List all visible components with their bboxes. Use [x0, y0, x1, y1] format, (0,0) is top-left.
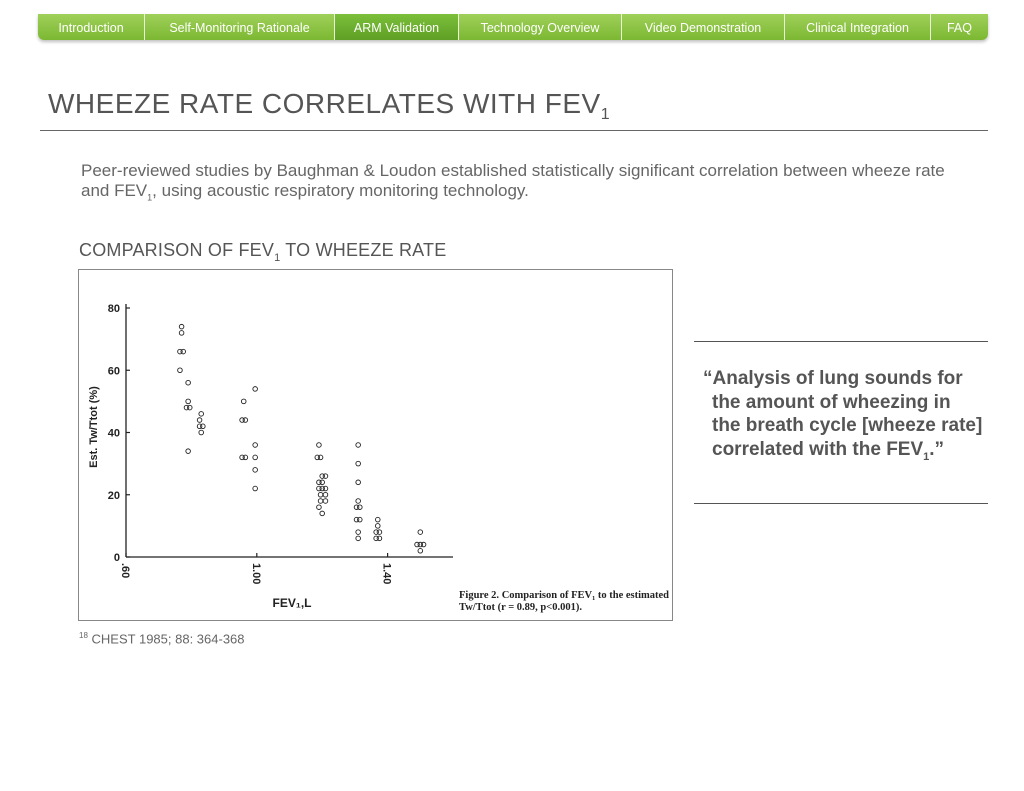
data-point	[241, 399, 246, 404]
figure-heading-part2: TO WHEEZE RATE	[280, 240, 447, 260]
data-point	[358, 505, 363, 510]
quote-bottom-rule	[694, 503, 988, 504]
data-point	[253, 387, 258, 392]
title-divider	[40, 130, 988, 131]
data-point	[323, 499, 328, 504]
tab-technology-overview[interactable]: Technology Overview	[459, 14, 622, 40]
figure-caption-line2: Tw/Ttot (r = 0.89, p<0.001).	[459, 602, 582, 613]
y-tick-label: 20	[107, 489, 120, 502]
tab-introduction[interactable]: Introduction	[38, 14, 145, 40]
figure-caption-line1	[459, 590, 669, 601]
quote-top-rule	[694, 341, 988, 342]
intro-text-part1: Peer-reviewed studies by Baughman & Loudon established statistically significant correlation between wheeze rate and FEV	[81, 161, 945, 200]
x-tick-label: .60	[119, 563, 131, 579]
data-point	[253, 468, 258, 473]
data-point	[199, 430, 204, 435]
data-point	[356, 499, 361, 504]
y-tick-label: 80	[107, 303, 120, 315]
tab-clinical-integration[interactable]: Clinical Integration	[785, 14, 931, 40]
citation-number: 18	[79, 631, 88, 640]
data-point	[375, 524, 380, 529]
data-point	[356, 530, 361, 535]
chart-points	[178, 324, 426, 553]
data-point	[253, 455, 258, 460]
data-point	[179, 331, 184, 336]
data-point	[186, 449, 191, 454]
citation-text: CHEST 1985; 88: 364-368	[91, 631, 245, 647]
data-point	[243, 455, 248, 460]
data-point	[358, 517, 363, 522]
page-title-subscript: 1	[600, 106, 611, 123]
chart-axes	[108, 303, 453, 584]
page-title	[48, 88, 610, 124]
data-point	[318, 492, 323, 497]
data-point	[181, 349, 186, 354]
data-point	[178, 368, 183, 373]
data-point	[323, 474, 328, 479]
data-point	[320, 511, 325, 516]
figure-caption-text: Comparison of FEV₁ to the estimated	[501, 590, 670, 601]
tab-arm-validation[interactable]: ARM Validation	[335, 14, 459, 40]
data-point	[317, 443, 322, 448]
data-point	[356, 480, 361, 485]
scatter-figure	[78, 269, 673, 621]
quote-text-part2: .”	[929, 438, 945, 460]
data-point	[323, 492, 328, 497]
y-axis-label: Est. Tw/Ttot (%)	[88, 386, 100, 468]
tab-self-monitoring-rationale[interactable]: Self-Monitoring Rationale	[145, 14, 335, 40]
figure-heading-subscript: 1	[274, 252, 281, 264]
data-point	[377, 530, 382, 535]
y-tick-label: 60	[107, 365, 120, 378]
tab-faq[interactable]: FAQ	[946, 21, 972, 35]
top-nav	[38, 14, 988, 40]
data-point	[186, 399, 191, 404]
intro-text-part2: , using acoustic respiratory monitoring technology.	[152, 181, 529, 200]
data-point	[318, 499, 323, 504]
data-point	[253, 486, 258, 491]
intro-paragraph	[81, 161, 961, 207]
data-point	[179, 324, 184, 329]
tab-video-demonstration[interactable]: Video Demonstration	[622, 14, 785, 40]
figure-heading-part1: COMPARISON OF FEV	[79, 240, 275, 260]
data-point	[320, 480, 325, 485]
data-point	[186, 380, 191, 385]
data-point	[243, 418, 248, 423]
data-point	[418, 530, 423, 535]
y-tick-label: 0	[113, 552, 120, 564]
figure-heading	[79, 240, 446, 264]
x-tick-label: 1.00	[249, 563, 262, 585]
intro-subscript: 1	[147, 192, 153, 203]
data-point	[318, 455, 323, 460]
data-point	[356, 461, 361, 466]
data-point	[323, 486, 328, 491]
data-point	[375, 517, 380, 522]
data-point	[187, 405, 192, 410]
page-title-main: WHEEZE RATE CORRELATES WITH FEV	[48, 88, 601, 119]
data-point	[356, 443, 361, 448]
x-tick-label: 1.40	[380, 563, 393, 585]
quote-subscript: 1	[923, 450, 930, 463]
data-point	[356, 536, 361, 541]
data-point	[197, 424, 202, 429]
data-point	[199, 412, 204, 417]
data-point	[197, 418, 202, 423]
quote-text-part1: “Analysis of lung sounds for the amount of wheezing in the breath cycle [wheeze rate] correlated with the FEV	[703, 368, 983, 460]
scatter-chart	[79, 270, 674, 622]
figure-caption-head: Figure 2.	[459, 590, 500, 601]
data-point	[253, 443, 258, 448]
data-point	[377, 536, 382, 541]
data-point	[421, 542, 426, 547]
data-point	[317, 505, 322, 510]
data-point	[418, 548, 423, 553]
x-axis-label: FEV₁,L	[272, 596, 312, 610]
source-citation	[79, 631, 245, 646]
pull-quote	[703, 367, 983, 469]
y-tick-label: 40	[107, 427, 120, 440]
